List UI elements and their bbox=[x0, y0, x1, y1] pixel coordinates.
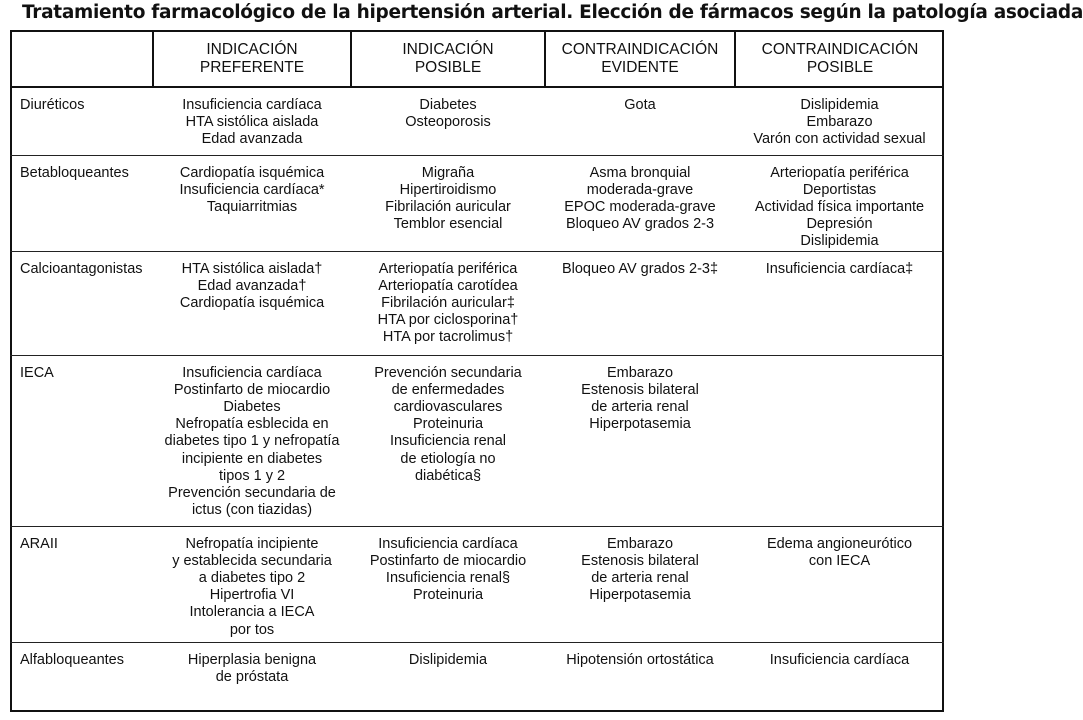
cell-line: cardiovasculares bbox=[393, 398, 503, 415]
cell-contraindicacion-evidente bbox=[545, 155, 735, 251]
cell-line: Gota bbox=[624, 97, 656, 113]
header-line: INDICACIÓN bbox=[402, 41, 494, 58]
cell-line: Hipotensión ortostática bbox=[566, 651, 714, 668]
cell-line: Arteriopatía periférica bbox=[770, 164, 909, 181]
cell-line: Postinfarto de miocardio bbox=[173, 381, 331, 398]
table-row bbox=[10, 526, 944, 642]
cell-drug-name bbox=[10, 155, 153, 251]
header-line: POSIBLE bbox=[414, 59, 482, 76]
cell-line: HTA sistólica aislada† bbox=[181, 260, 323, 277]
cell-line: Dislipidemia bbox=[800, 233, 879, 250]
cell-line: Prevención secundaria de bbox=[168, 484, 336, 501]
cell-indicacion-posible bbox=[351, 355, 545, 526]
cell-line: Edad avanzada† bbox=[197, 277, 307, 294]
cell-line: incipiente en diabetes bbox=[181, 450, 323, 467]
cell-line: Nefropatía incipiente bbox=[185, 535, 319, 552]
drug-name: Alfabloqueantes bbox=[20, 651, 124, 668]
cell-line: Diabetes bbox=[223, 398, 281, 415]
cell-line: Estenosis bilateral bbox=[581, 381, 699, 398]
header-line: CONTRAINDICACIÓN bbox=[761, 41, 919, 58]
cell-contraindicacion-posible bbox=[735, 355, 944, 526]
cell-line: Prevención secundaria bbox=[374, 364, 522, 381]
cell-indicacion-preferente bbox=[153, 355, 351, 526]
cell-line: Embarazo bbox=[606, 364, 674, 381]
cell-indicacion-preferente bbox=[153, 526, 351, 642]
cell-contraindicacion-posible bbox=[735, 526, 944, 642]
drug-name: Diuréticos bbox=[20, 97, 85, 113]
cell-line: Embarazo bbox=[606, 535, 674, 552]
cell-line: Edema angioneurótico bbox=[766, 535, 913, 552]
cell-line: Varón con actividad sexual bbox=[753, 131, 926, 148]
cell-indicacion-posible bbox=[351, 251, 545, 355]
table-title: Tratamiento farmacológico de la hipertensión arterial. Elección de fármacos según la patología asociada bbox=[22, 2, 1083, 23]
cell-line: Deportistas bbox=[802, 181, 877, 198]
cell-line: HTA por tacrolimus† bbox=[382, 329, 514, 346]
cell-contraindicacion-evidente bbox=[545, 526, 735, 642]
cell-line: Taquiarritmias bbox=[206, 198, 298, 215]
table-row bbox=[10, 355, 944, 526]
cell-drug-name bbox=[10, 251, 153, 355]
table-row bbox=[10, 87, 944, 155]
cell-line: Postinfarto de miocardio bbox=[369, 552, 527, 569]
cell-line: Insuficiencia cardíaca bbox=[769, 651, 910, 668]
cell-indicacion-posible bbox=[351, 642, 545, 690]
header-line: PREFERENTE bbox=[199, 59, 305, 76]
cell-line: a diabetes tipo 2 bbox=[198, 569, 306, 586]
cell-line: Diabetes bbox=[419, 97, 477, 113]
cell-contraindicacion-evidente bbox=[545, 251, 735, 355]
cell-contraindicacion-evidente bbox=[545, 355, 735, 526]
cell-line: Embarazo bbox=[806, 114, 873, 131]
drug-name: IECA bbox=[20, 364, 54, 381]
cell-line: Proteinuria bbox=[412, 416, 484, 433]
table-row bbox=[10, 642, 944, 690]
cell-contraindicacion-evidente bbox=[545, 642, 735, 690]
cell-line: Dislipidemia bbox=[800, 97, 879, 113]
header-contraindicacion-evidente bbox=[545, 30, 735, 87]
cell-line: Estenosis bilateral bbox=[581, 552, 699, 569]
cell-indicacion-posible bbox=[351, 87, 545, 155]
drug-name: Calcioantagonistas bbox=[20, 260, 143, 277]
cell-contraindicacion-posible bbox=[735, 87, 944, 155]
cell-line: con IECA bbox=[808, 552, 871, 569]
cell-line: moderada-grave bbox=[586, 181, 694, 198]
header-contraindicacion-posible bbox=[735, 30, 944, 87]
drug-name: Betabloqueantes bbox=[20, 164, 129, 181]
cell-line: Hiperplasia benigna bbox=[187, 651, 317, 668]
cell-line: de arteria renal bbox=[591, 569, 689, 586]
cell-line: Actividad física importante bbox=[754, 198, 925, 215]
cell-line: Proteinuria bbox=[412, 587, 484, 604]
cell-line: Bloqueo AV grados 2-3 bbox=[565, 216, 715, 233]
cell-indicacion-preferente bbox=[153, 642, 351, 690]
cell-line: Hipertrofia VI bbox=[209, 587, 295, 604]
cell-line: diabética§ bbox=[414, 467, 482, 484]
cell-indicacion-preferente bbox=[153, 251, 351, 355]
cell-contraindicacion-posible bbox=[735, 155, 944, 251]
cell-line: Hiperpotasemia bbox=[589, 416, 691, 433]
cell-line: Cardiopatía isquémica bbox=[179, 164, 325, 181]
header-indicacion-posible bbox=[351, 30, 545, 87]
cell-line: Hiperpotasemia bbox=[589, 587, 691, 604]
cell-contraindicacion-posible bbox=[735, 642, 944, 690]
table-row bbox=[10, 251, 944, 355]
header-blank-cell bbox=[10, 30, 153, 87]
header-row bbox=[10, 30, 944, 87]
cell-line: Nefropatía esblecida en bbox=[175, 416, 329, 433]
table-row bbox=[10, 155, 944, 251]
header-line: POSIBLE bbox=[806, 59, 874, 76]
cell-line: Edad avanzada bbox=[201, 131, 303, 148]
cell-line: Fibrilación auricular bbox=[385, 198, 511, 215]
cell-line: EPOC moderada-grave bbox=[564, 198, 716, 215]
drug-indication-table bbox=[10, 30, 944, 690]
drug-name: ARAII bbox=[20, 535, 58, 552]
cell-line: Bloqueo AV grados 2-3‡ bbox=[561, 260, 719, 277]
header-line: EVIDENTE bbox=[601, 59, 679, 76]
cell-line: Osteoporosis bbox=[405, 114, 491, 131]
cell-line: Temblor esencial bbox=[393, 216, 503, 233]
table-body bbox=[10, 87, 944, 690]
cell-line: tipos 1 y 2 bbox=[218, 467, 286, 484]
cell-line: Insuficiencia cardíaca* bbox=[179, 181, 325, 198]
cell-line: de etiología no bbox=[400, 450, 496, 467]
cell-line: ictus (con tiazidas) bbox=[191, 502, 313, 519]
cell-drug-name bbox=[10, 87, 153, 155]
cell-line: HTA sistólica aislada bbox=[185, 114, 319, 131]
cell-line: Migraña bbox=[421, 164, 475, 181]
header-line: INDICACIÓN bbox=[206, 41, 298, 58]
cell-line: Hipertiroidismo bbox=[399, 181, 497, 198]
cell-line: Insuficiencia cardíaca‡ bbox=[765, 260, 914, 277]
cell-indicacion-preferente bbox=[153, 87, 351, 155]
cell-line: Arteriopatía periférica bbox=[378, 260, 518, 277]
cell-indicacion-posible bbox=[351, 155, 545, 251]
cell-line: de próstata bbox=[215, 668, 289, 685]
cell-line: Dislipidemia bbox=[408, 651, 488, 668]
cell-line: Arteriopatía carotídea bbox=[378, 277, 518, 294]
cell-drug-name bbox=[10, 355, 153, 526]
cell-line: Insuficiencia renal bbox=[389, 433, 507, 450]
cell-line: de enfermedades bbox=[391, 381, 505, 398]
cell-line: de arteria renal bbox=[591, 398, 689, 415]
cell-contraindicacion-posible bbox=[735, 251, 944, 355]
cell-line: Insuficiencia cardíaca bbox=[182, 364, 322, 381]
cell-line: Fibrilación auricular‡ bbox=[381, 294, 515, 311]
cell-line: Depresión bbox=[806, 216, 873, 233]
cell-line: Insuficiencia cardíaca bbox=[378, 535, 518, 552]
cell-line: Cardiopatía isquémica bbox=[179, 294, 325, 311]
header-line: CONTRAINDICACIÓN bbox=[561, 41, 719, 58]
cell-line: y establecida secundaria bbox=[172, 552, 332, 569]
cell-line: Asma bronquial bbox=[589, 164, 691, 181]
cell-drug-name bbox=[10, 526, 153, 642]
cell-line: Insuficiencia cardíaca bbox=[182, 97, 322, 113]
cell-indicacion-preferente bbox=[153, 155, 351, 251]
cell-line: Insuficiencia renal§ bbox=[385, 569, 511, 586]
cell-line: diabetes tipo 1 y nefropatía bbox=[164, 433, 340, 450]
cell-line: por tos bbox=[229, 621, 275, 638]
cell-drug-name bbox=[10, 642, 153, 690]
cell-line: HTA por ciclosporina† bbox=[377, 312, 519, 329]
cell-contraindicacion-evidente bbox=[545, 87, 735, 155]
cell-indicacion-posible bbox=[351, 526, 545, 642]
cell-line: Intolerancia a IECA bbox=[189, 604, 315, 621]
header-indicacion-preferente bbox=[153, 30, 351, 87]
